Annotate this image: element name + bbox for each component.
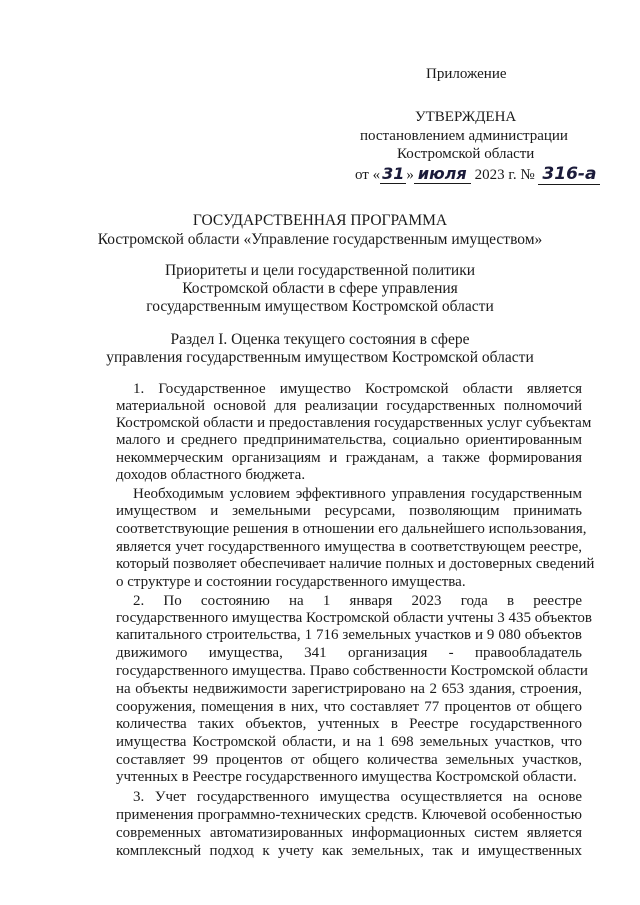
body-line: учтенных в Реестре государственного имущества Костромской области. xyxy=(116,769,577,785)
body-line: 3. Учет государственного имущества осуществляется на основе xyxy=(133,789,582,805)
date-quote: » xyxy=(406,167,414,183)
decree-date-line xyxy=(355,165,600,184)
body-line: имущества Костромской области, и на 1 698 земельных участков, что xyxy=(116,734,582,750)
region-label: Костромской области xyxy=(397,146,535,162)
appendix-label: Приложение xyxy=(426,66,507,82)
priorities-line-1: Приоритеты и цели государственной политики xyxy=(164,262,476,279)
approved-label: УТВЕРЖДЕНА xyxy=(415,109,517,125)
body-line: Необходимым условием эффективного управления государственным xyxy=(133,486,582,502)
body-line: имуществом и земельными ресурсами, позволяющим принимать xyxy=(116,503,582,519)
body-line: комплексный подход к учету как земельных, так и имущественных xyxy=(116,843,582,859)
handwritten-day: 31 xyxy=(382,164,405,183)
body-line: соответствующие решения в отношении его дальнейшего использования, xyxy=(116,521,587,537)
body-line: Костромской области и предоставления государственных услуг субъектам xyxy=(116,415,592,431)
date-prefix: от « xyxy=(355,167,381,183)
body-line: государственного имущества Костромской области учтены 3 435 объектов xyxy=(116,610,592,626)
handwritten-month: июля xyxy=(414,164,471,184)
body-line: современных автоматизированных информационных систем является xyxy=(116,825,582,841)
body-line: материальной основой для реализации государственных полномочий xyxy=(116,398,582,414)
body-line: количества таких объектов, учтенных в Реестре государственного xyxy=(116,716,582,732)
priorities-line-2: Костромской области в сфере управления xyxy=(182,280,458,297)
decree-label: постановлением администрации xyxy=(360,128,568,144)
program-subtitle: Костромской области «Управление государственным имуществом» xyxy=(97,231,543,248)
body-line: о структуре и состоянии государственного имущества. xyxy=(116,574,466,590)
body-line: 1. Государственное имущество Костромской области является xyxy=(133,381,582,397)
body-line: движимого имущества, 341 организация - правообладатель xyxy=(116,645,582,661)
body-line: составляет 99 процентов от общего количества земельных участков, xyxy=(116,752,582,768)
body-line: капитального строительства, 1 716 земельных участков и 9 080 объектов xyxy=(116,627,582,643)
section-heading-line-1: Раздел I. Оценка текущего состояния в сфере xyxy=(170,331,470,348)
handwritten-doc-number: 316-а xyxy=(538,164,600,185)
date-year: 2023 г. № xyxy=(474,167,535,183)
body-line: доходов областного бюджета. xyxy=(116,467,306,483)
body-line: который позволяет обеспечивает наличие полных и достоверных сведений xyxy=(116,556,595,572)
body-line: сооружения, помещения в них, что составляет 77 процентов от общего xyxy=(116,699,582,715)
body-line: применения программно-технических средств. Ключевой особенностью xyxy=(116,807,582,823)
body-line: малого и среднего предпринимательства, социально ориентированным xyxy=(116,432,582,448)
program-title: ГОСУДАРСТВЕННАЯ ПРОГРАММА xyxy=(192,212,448,229)
priorities-line-3: государственным имуществом Костромской области xyxy=(146,298,494,315)
body-line: является учет государственного имущества в соответствующем реестре, xyxy=(116,539,582,555)
body-line: 2. По состоянию на 1 января 2023 года в реестре xyxy=(133,593,582,609)
body-line: на объекты недвижимости зарегистрировано на 2 653 здания, строения, xyxy=(116,681,582,697)
body-line: некоммерческим организациям и гражданам, а также формирования xyxy=(116,450,582,466)
body-line: государственного имущества. Право собственности Костромской области xyxy=(116,663,588,679)
section-heading-line-2: управления государственным имуществом Костромской области xyxy=(106,349,534,366)
